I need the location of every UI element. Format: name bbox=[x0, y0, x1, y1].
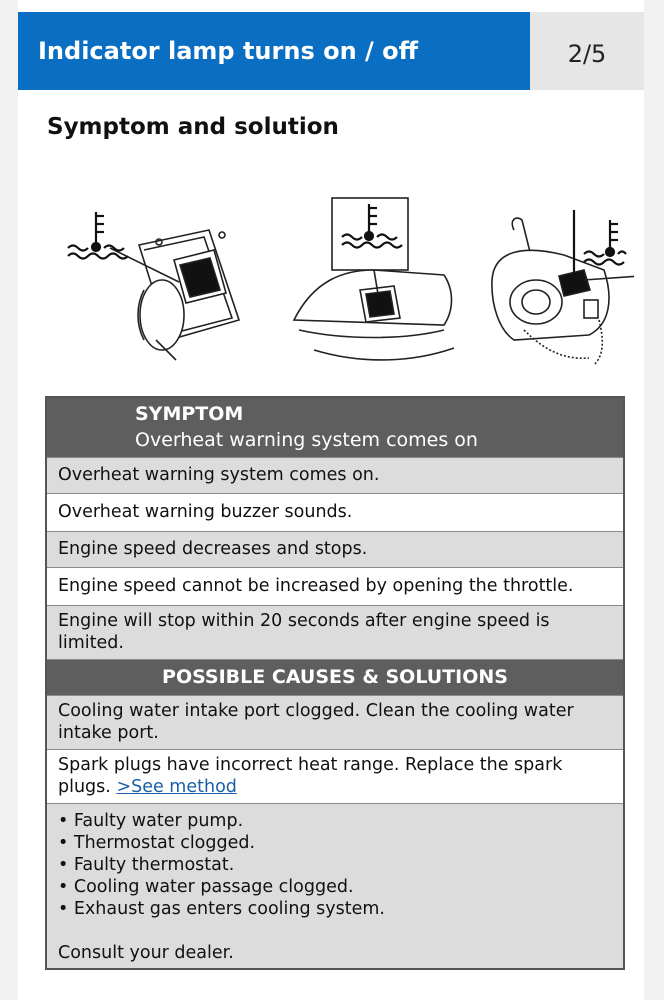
console-illustration bbox=[294, 198, 454, 360]
consult-dealer-text: Consult your dealer. bbox=[58, 942, 234, 963]
section-title: Symptom and solution bbox=[47, 114, 339, 140]
coolant-temperature-icon bbox=[68, 212, 128, 259]
page-title: Indicator lamp turns on / off bbox=[18, 12, 530, 90]
symptom-row: Overheat warning buzzer sounds. bbox=[46, 493, 624, 531]
cause-text: Spark plugs have incorrect heat range. Replace the spark plugs. bbox=[58, 755, 563, 797]
page bbox=[18, 0, 644, 1000]
symptom-row: Overheat warning system comes on. bbox=[46, 457, 624, 493]
illustrations bbox=[44, 190, 634, 380]
cause-row bbox=[46, 749, 624, 803]
list-item: • Thermostat clogged. bbox=[58, 832, 256, 853]
page-indicator: 2/5 bbox=[530, 12, 644, 90]
table-row bbox=[46, 605, 624, 659]
table-row bbox=[46, 803, 624, 969]
table-row bbox=[46, 749, 624, 803]
table-row bbox=[46, 457, 624, 493]
cause-list-cell bbox=[46, 803, 624, 969]
table-row bbox=[46, 567, 624, 605]
list-item: • Faulty water pump. bbox=[58, 810, 244, 831]
header bbox=[18, 12, 644, 90]
symptom-subheading: Overheat warning system comes on bbox=[135, 429, 478, 452]
symptom-heading: SYMPTOM bbox=[135, 403, 244, 426]
side-panel-illustration bbox=[110, 230, 239, 360]
see-method-link[interactable]: >See method bbox=[116, 777, 237, 797]
symptom-row: Engine will stop within 20 seconds after engine speed is limited. bbox=[46, 605, 624, 659]
causes-heading: POSSIBLE CAUSES & SOLUTIONS bbox=[46, 659, 624, 695]
causes-header-row bbox=[46, 659, 624, 695]
symptom-row: Engine speed decreases and stops. bbox=[46, 531, 624, 567]
table-row bbox=[46, 695, 624, 749]
list-item: • Cooling water passage clogged. bbox=[58, 876, 354, 897]
list-item: • Faulty thermostat. bbox=[58, 854, 235, 875]
cause-row: Cooling water intake port clogged. Clean the cooling water intake port. bbox=[46, 695, 624, 749]
list-item: • Exhaust gas enters cooling system. bbox=[58, 898, 385, 919]
symptom-header-row bbox=[46, 397, 624, 457]
symptom-table bbox=[45, 396, 625, 970]
table-row bbox=[46, 493, 624, 531]
table-row bbox=[46, 531, 624, 567]
symptom-row: Engine speed cannot be increased by opening the throttle. bbox=[46, 567, 624, 605]
